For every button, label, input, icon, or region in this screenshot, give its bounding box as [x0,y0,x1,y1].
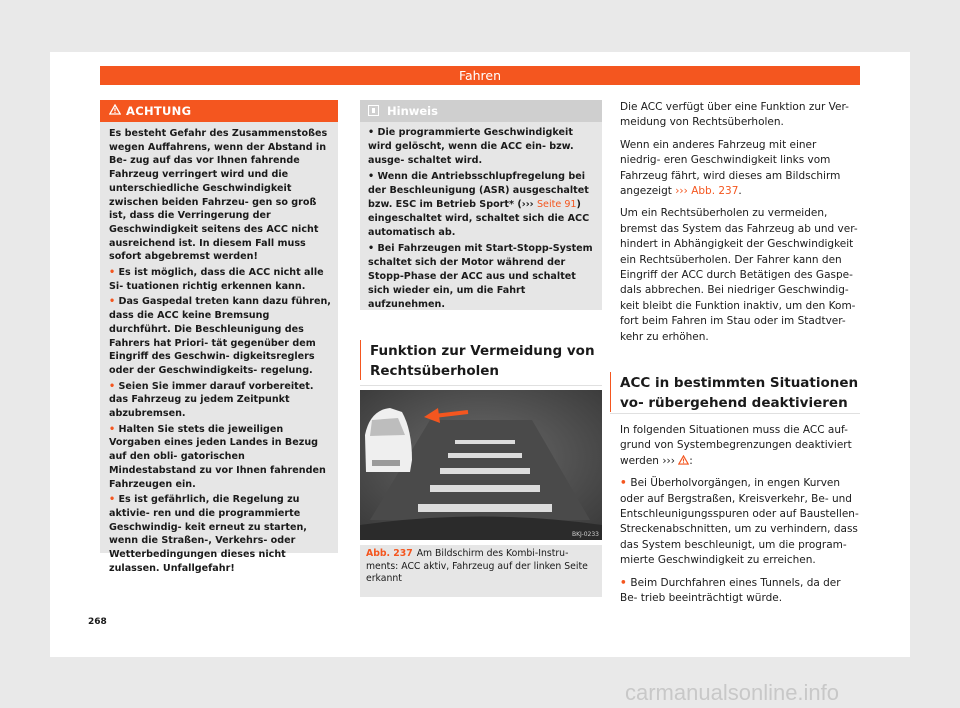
warning-bullet [109,266,332,293]
bullet-icon: • [109,296,119,308]
figure-caption-text: Am Bildschirm des Kombi-Instru- ments: ACC aktiv, Fahrzeug auf der linken Seite erkannt [366,548,588,584]
dashboard-illustration [360,390,602,540]
bullet-text: Beim Durchfahren eines Tunnels, da der Be- trieb beeinträchtigt würde. [620,576,841,605]
note-bullet-text: Bei Fahrzeugen mit Start-Stopp-System schaltet sich der Motor während der Stopp-Phase der ACC aus und schaltet sich wieder ein, um die Fahrt aufzunehmen. [368,243,593,310]
bullet-text: Bei Überholvorgängen, in engen Kurven oder auf Bergstraßen, Kreisverkehr, Be- und Entschleunigungsspuren oder auf Baustellen- Streckenabschnitten, um zu verhindern, dass das System beschleunigt, um die program- mierte Geschwindigkeit zu erreichen. [620,477,859,567]
section-accent-line [360,340,361,380]
figure-label: Abb. 237 [366,548,413,559]
warning-triangle-icon[interactable] [678,455,689,467]
warning-bullet [109,295,332,377]
watermark: carmanualsonline.info [625,680,840,705]
note-bullet-text: Wenn die Antriebsschlupfregelung bei der Beschleunigung (ASR) ausgeschaltet bzw. ESC im Betrieb Sport* ( [368,171,589,210]
chapter-title: Fahren [458,68,502,83]
section-divider [610,413,860,414]
warning-body [100,122,338,576]
warning-bullet [109,423,332,492]
section-title: Funktion zur Vermeidung von Rechtsüberholen [370,343,595,379]
note-body [360,122,602,311]
page-number: 268 [88,617,107,627]
warning-header [100,100,338,122]
bullet-icon: • [620,477,631,490]
warning-bullet-text: Seien Sie immer darauf vorbereitet. das Fahrzeug zu jedem Zeitpunkt abzubremsen. [109,380,314,420]
section-title: ACC in bestimmten Situationen vo- rübergehend deaktivieren [620,375,859,411]
figure-code: BKJ-0233 [571,531,599,538]
note-header [360,100,602,122]
right-column [620,100,860,352]
section-divider [360,385,602,386]
figure-caption [360,545,602,597]
warning-bullet-text: Halten Sie stets die jeweiligen Vorgaben eines jeden Landes in Bezug auf den obli- gatorischen Mindestabstand zu vor Ihnen fahrenden Fahrzeugen ein. [109,423,326,490]
paragraph-text: In folgenden Situationen muss die ACC auf- grund von Systembegrenzungen deaktiviert werden [620,424,852,467]
note-bullet-text: Die programmierte Geschwindigkeit wird gelöscht, wenn die ACC ein- bzw. ausge- schaltet wird. [368,127,574,166]
warning-triangle-icon [109,100,121,122]
warning-bullet-text: Es ist möglich, dass die ACC nicht alle Si- tuationen richtig erkennen kann. [109,267,324,292]
note-bullet: • Die programmierte Geschwindigkeit wird gelöscht, wenn die ACC ein- bzw. ausge- schaltet wird. [368,127,574,166]
warning-intro: Es besteht Gefahr des Zusammenstoßes wegen Auffahrens, wenn der Abstand in Be- zug auf das vor Ihnen fahrende Fahrzeug verringert wird und die unterschiedliche Geschwindigkeit zwischen beiden Fahrzeu- gen so groß ist, dass die Verringerung der Geschwindigkeit seitens des ACC nicht ausreichend ist. In diesem Fall muss sofort abgebremst werden! [109,128,328,263]
warning-bullet [109,380,332,421]
warning-bullet [109,493,332,575]
right-column-lower [620,423,860,613]
page-link[interactable]: Seite 91 [536,198,577,210]
bullet-icon: • [109,423,119,435]
chapter-header [100,66,860,85]
warning-box [100,100,338,574]
bullet-icon: • [620,576,631,589]
note-bullet: • Bei Fahrzeugen mit Start-Stopp-System schaltet sich der Motor während der Stopp-Phase der ACC aus und schaltet sich wieder ein, um die Fahrt aufzunehmen. [368,243,593,310]
warning-bullet-text: Es ist gefährlich, die Regelung zu aktivie- ren und die programmierte Geschwindig- keit erneut zu starten, wenn die Straßen-, Verkehrs- oder Wetterbedingungen dieses nicht zulassen. Unfallgefahr! [109,494,307,574]
ref-arrow: ››› [675,185,688,198]
dashboard-figure [360,390,602,540]
body-paragraph: Die ACC verfügt über eine Funktion zur Ver- meidung von Rechtsüberholen. [620,101,849,129]
note-box [360,100,602,310]
body-paragraph: Wenn ein anderes Fahrzeug mit einer niedrig- eren Geschwindigkeit links vom Fahrzeug fährt, wird dieses am Bildschirm angezeigt ››› Abb. 237. [620,138,841,198]
warning-bullet-text: Das Gaspedal treten kann dazu führen, dass die ACC keine Bremsung durchführt. Die Beschleunigung des Fahrers hat Priori- tät gegenüber dem Eingriff des Geschwin- digkeitsreglers oder der Geschwindigkeits- regelung. [109,296,331,376]
warning-title: ACHTUNG [126,104,192,118]
body-paragraph: In folgenden Situationen muss die ACC auf- grund von Systembegrenzungen deaktiviert werden ››› : [620,424,852,467]
info-icon [368,105,379,116]
note-title: Hinweis [387,104,438,118]
ref-arrow: ››› [521,198,534,210]
body-bullet [620,576,860,607]
section-accent-line [610,372,611,412]
figure-link[interactable]: Abb. 237 [691,185,739,198]
body-bullet [620,476,860,568]
note-bullet: • Wenn die Antriebsschlupfregelung bei der Beschleunigung (ASR) ausgeschaltet bzw. ESC im Betrieb Sport* (››› Seite 91) eingeschaltet wird, schaltet sich die ACC automatisch ab. [368,171,590,238]
bullet-icon: • [109,494,119,506]
ref-arrow: ››› [662,454,675,467]
paragraph-text: Wenn ein anderes Fahrzeug mit einer niedrig- eren Geschwindigkeit links vom Fahrzeug fährt, wird dieses am Bildschirm angezeigt [620,138,841,198]
note-bullet-text: ) eingeschaltet wird, schaltet sich die ACC automatisch ab. [368,198,590,238]
bullet-icon: • [109,267,119,279]
body-paragraph: Um ein Rechtsüberholen zu vermeiden, bremst das System das Fahrzeug ab und ver- hindert in Abhängigkeit der Geschwindigkeit ein Rechtsüberholen. Der Fahrer kann den Eingriff der ACC durch Betätigen des Gaspe- dals abbrechen. Bei niedriger Geschwindig- keit bleibt die Funktion inaktiv, um den Kom- fort beim Fahren im Stau oder im Stadtver- kehr zu erhöhen. [620,207,858,343]
bullet-icon: • [109,380,119,392]
